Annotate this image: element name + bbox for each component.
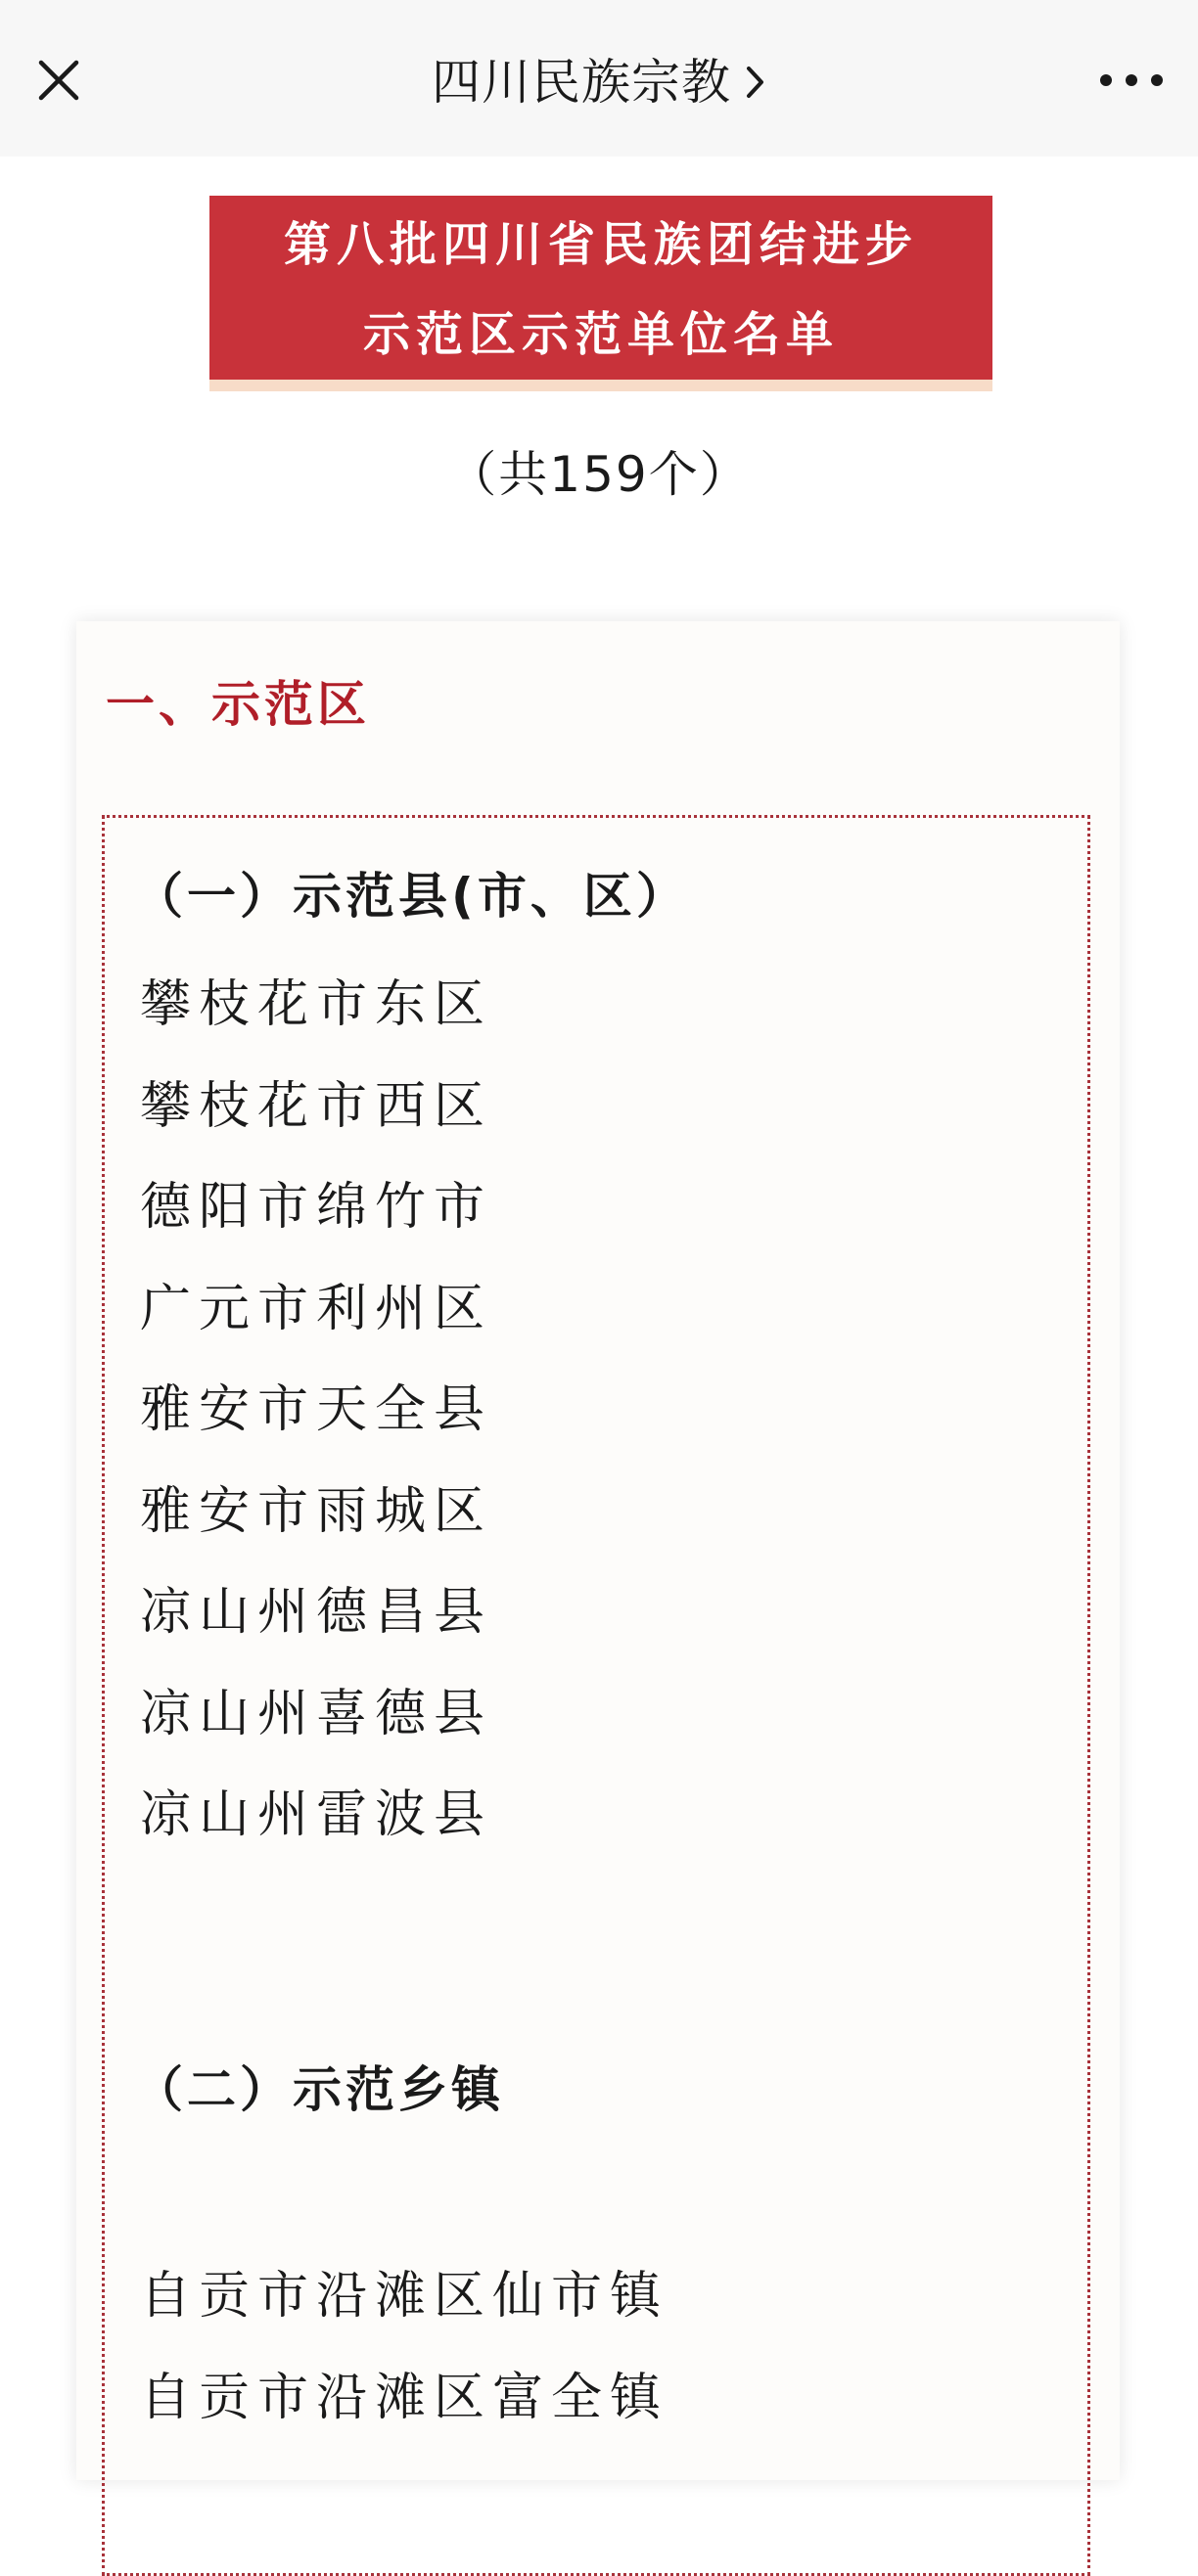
- list-item: 德阳市绵竹市: [140, 1178, 493, 1237]
- list-item: 凉山州喜德县: [140, 1684, 493, 1743]
- list-container: [102, 815, 1090, 2576]
- subsection-title-towns: （二）示范乡镇: [134, 2061, 504, 2118]
- list-item: 凉山州雷波县: [140, 1785, 493, 1844]
- list-item: 攀枝花市西区: [140, 1076, 493, 1136]
- list-item: 雅安市天全县: [140, 1380, 493, 1439]
- total-count-text: （共159个）: [447, 446, 751, 503]
- town-list: [140, 2246, 668, 2449]
- list-item: 广元市利州区: [140, 1279, 493, 1338]
- subsection-title-counties: （一）示范县(市、区）: [134, 868, 689, 925]
- title-banner: [209, 196, 992, 391]
- section-card: [76, 621, 1120, 2480]
- section-title: 一、示范区: [106, 676, 370, 733]
- list-item: 自贡市沿滩区仙市镇: [140, 2267, 669, 2326]
- account-title-link[interactable]: [0, 51, 1198, 113]
- banner-title-line2: 示范区示范单位名单: [362, 307, 839, 362]
- county-list: [140, 955, 492, 1867]
- banner-title-line1: 第八批四川省民族团结进步: [283, 217, 918, 272]
- more-horizontal-icon: [1092, 53, 1171, 108]
- chevron-right-icon: [745, 63, 766, 102]
- article-body[interactable]: [0, 157, 1198, 2427]
- list-item: 攀枝花市东区: [140, 975, 493, 1034]
- list-item: 自贡市沿滩区富全镇: [140, 2368, 669, 2427]
- navigation-bar: [0, 0, 1198, 157]
- list-item: 凉山州德昌县: [140, 1583, 493, 1642]
- account-name: 四川民族宗教: [432, 54, 731, 111]
- list-item: 雅安市雨城区: [140, 1481, 493, 1541]
- more-options-button[interactable]: [1092, 53, 1171, 108]
